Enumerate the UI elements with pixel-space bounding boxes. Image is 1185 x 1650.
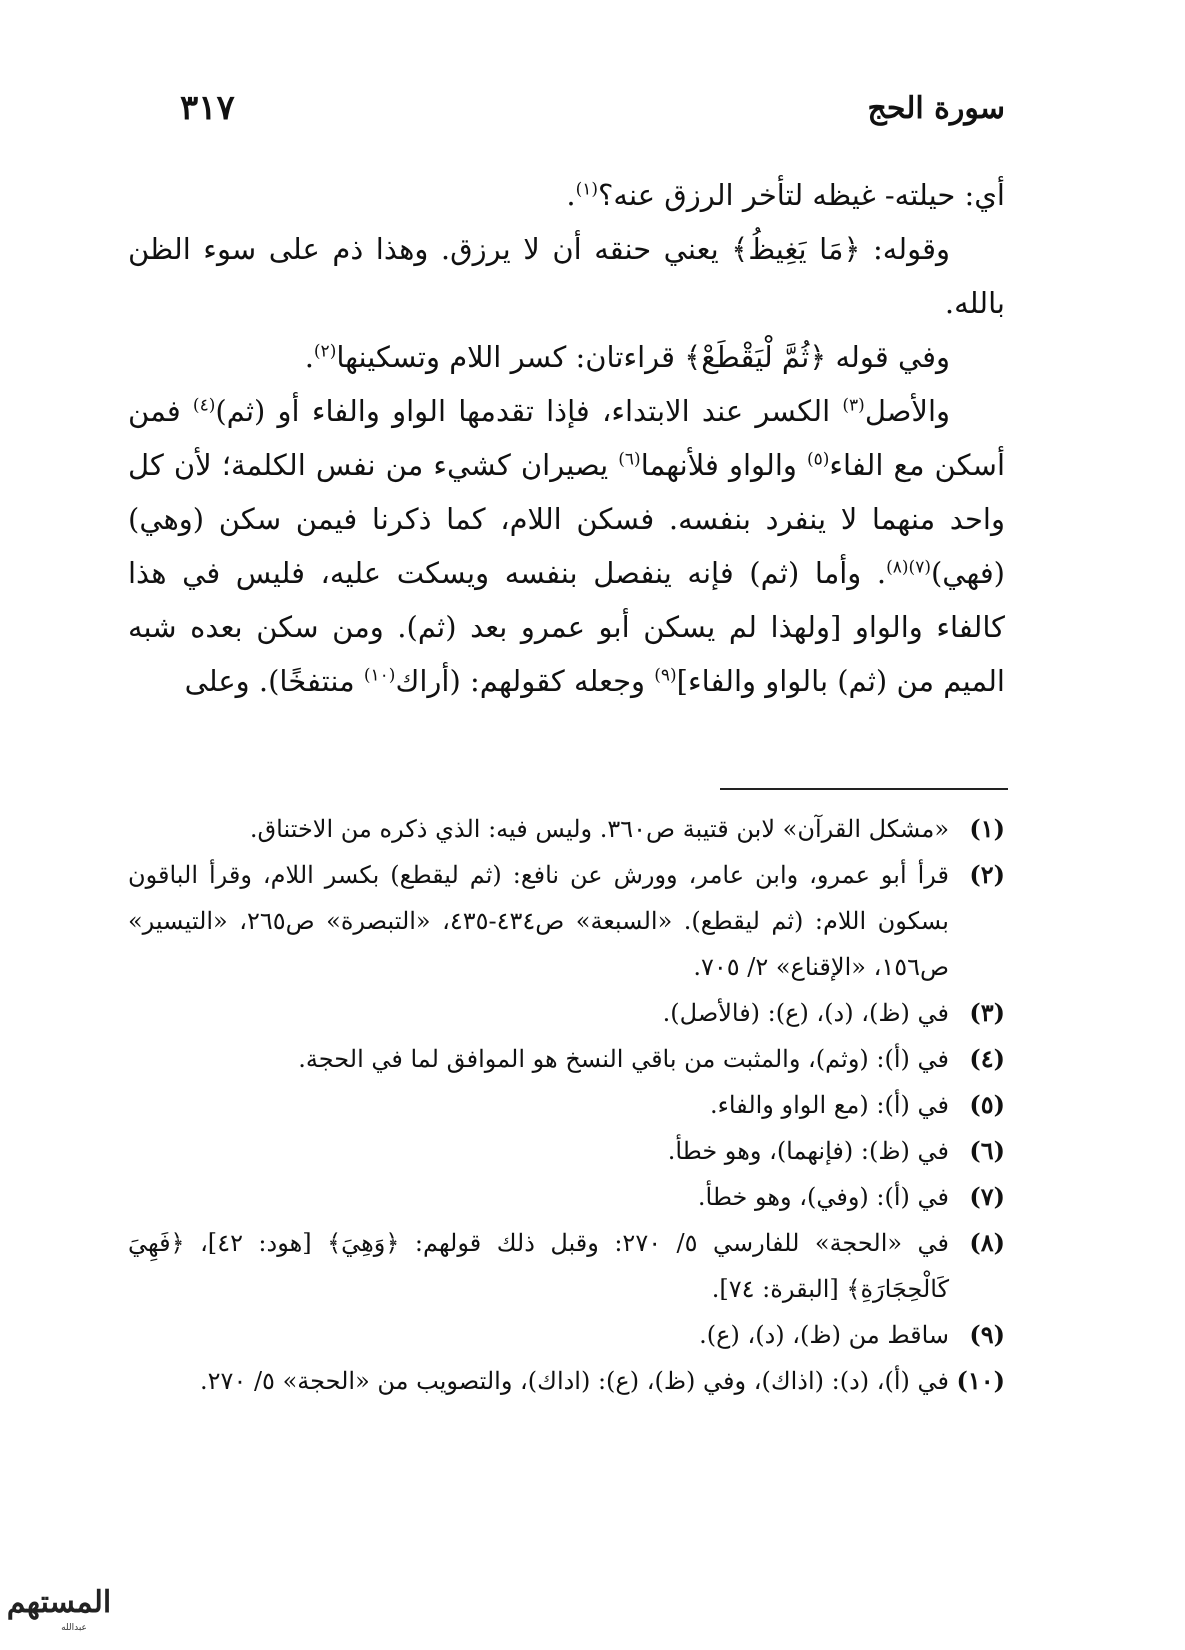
footnote [128, 1036, 1005, 1082]
footnote [128, 1358, 1005, 1404]
footnote [128, 806, 1005, 852]
text-run: . وأما (ثم) فإنه ينفصل بنفسه ويسكت عليه، فليس في هذا كالفاء والواو [ولهذا لم يسكن أبو عمرو بعد (ثم). ومن سكن بعده شبه الميم من (ثم) بالواو والفاء] [128, 556, 1005, 698]
footnote-text: في (أ)، (د): (اذاك)، وفي (ظ)، (ع): (اداك)، والتصويب من «الحجة» ٥/ ٢٧٠. [200, 1367, 949, 1395]
footnote-text: في (أ): (وفي)، وهو خطأ. [697, 1183, 949, 1211]
footnote-ref: (٦) [618, 449, 641, 470]
footnote-ref: (٣) [842, 395, 865, 416]
footnote-ref: (٩) [654, 665, 677, 686]
page-header [180, 78, 1005, 138]
footnote-ref: (٢) [313, 341, 337, 362]
footnote-text: ساقط من (ظ)، (د)، (ع). [699, 1321, 949, 1349]
footnote-number: (٨) [969, 1228, 1005, 1257]
footnote-number: (٤) [969, 1044, 1005, 1073]
footnote-ref: (١٠) [363, 665, 396, 686]
footnote-ref: (٤) [192, 395, 216, 416]
footnote-number: (٢) [969, 860, 1005, 889]
footnote-text: في (أ): (مع الواو والفاء. [709, 1091, 949, 1119]
footnote-text: قرأ أبو عمرو، وابن عامر، وورش عن نافع: (ثم ليقطع) بكسر اللام، وقرأ الباقون بسكون اللام: (ثم ليقطع). «السبعة» ص٤٣٤-٤٣٥، «التبصرة» ص٢٦٥، «التيسير» ص١٥٦، «الإقناع» ٢/ ٧٠٥. [128, 861, 949, 981]
paragraph-3 [128, 330, 1005, 384]
footnote-number: (٦) [969, 1136, 1005, 1165]
footnote-number: (٣) [969, 998, 1005, 1027]
footnote-number: (٧) [969, 1182, 1005, 1211]
paragraph-2: وقوله: ﴿مَا يَغِيظُ﴾ يعني حنقه أن لا يرزق. وهذا ذم على سوء الظن بالله. [128, 232, 1005, 320]
calligraphy-logo-icon [4, 1574, 114, 1638]
text-run: أي: حيلته- غيظه لتأخر الرزق عنه؟ [598, 178, 1005, 212]
footnote [128, 852, 1005, 990]
footnote-ref: (٧) [908, 557, 931, 578]
footnote [128, 990, 1005, 1036]
page-number: ٣١٧ [180, 88, 235, 128]
footnote-ref: (٥) [806, 449, 830, 470]
text-run: والواو فلأنهما [640, 448, 807, 482]
footnotes [128, 806, 1005, 1404]
footnote-number: (٥) [969, 1090, 1005, 1119]
text-run: فمن أسكن مع الفاء [128, 394, 1005, 482]
main-text [128, 168, 1005, 708]
text-run: الكسر عند الابتداء، فإذا تقدمها الواو والفاء أو (ثم) [215, 394, 843, 428]
footnote-text: في «الحجة» للفارسي ٥/ ٢٧٠: وقبل ذلك قولهم: ﴿وَهِيَ﴾ [هود: ٤٢]، ﴿فَهِيَ كَالْحِجَارَةِ﴾ [البقرة: ٧٤]. [128, 1229, 950, 1303]
footnote-text: «مشكل القرآن» لابن قتيبة ص٣٦٠. وليس فيه: الذي ذكره من الاختناق. [249, 815, 949, 843]
footnote [128, 1174, 1005, 1220]
footnote-text: في (ظ): (فإنهما)، وهو خطأ. [667, 1137, 949, 1165]
footnote-separator [720, 788, 1008, 790]
footnote-number: (١) [969, 814, 1005, 843]
paragraph-1 [128, 168, 1005, 222]
footnote [128, 1220, 1005, 1312]
footnote-number: (٩) [969, 1320, 1005, 1349]
footnote-text: في (ظ)، (د)، (ع): (فالأصل). [662, 999, 949, 1027]
footnote [128, 1128, 1005, 1174]
footnote-ref: (١) [575, 179, 598, 200]
surah-title: سورة الحج [867, 90, 1005, 126]
footnote-ref: (٨) [886, 557, 909, 578]
footnote [128, 1312, 1005, 1358]
text-run: وفي قوله ﴿ثُمَّ لْيَقْطَعْ﴾ قراءتان: كسر اللام وتسكينها [336, 340, 950, 374]
logo-subtext: عبدالله [61, 1623, 87, 1633]
footnote-number: (١٠) [956, 1366, 1005, 1395]
text-run: منتفخًا). وعلى [184, 664, 364, 698]
text-run: . [304, 340, 314, 374]
text-run: . [566, 178, 576, 212]
text-run: والأصل [864, 394, 950, 428]
logo-text: المستهم [6, 1585, 112, 1620]
paragraph-4 [128, 384, 1005, 708]
footnote-text: في (أ): (وثم)، والمثبت من باقي النسخ هو الموافق لما في الحجة. [298, 1045, 949, 1073]
text-run: يصيران كشيء من نفس الكلمة؛ لأن كل واحد منهما لا ينفرد بنفسه. فسكن اللام، كما ذكرنا فيمن سكن (وهي) (فهي) [128, 448, 1005, 590]
footnote [128, 1082, 1005, 1128]
text-run: وجعله كقولهم: (أراك [395, 664, 655, 698]
